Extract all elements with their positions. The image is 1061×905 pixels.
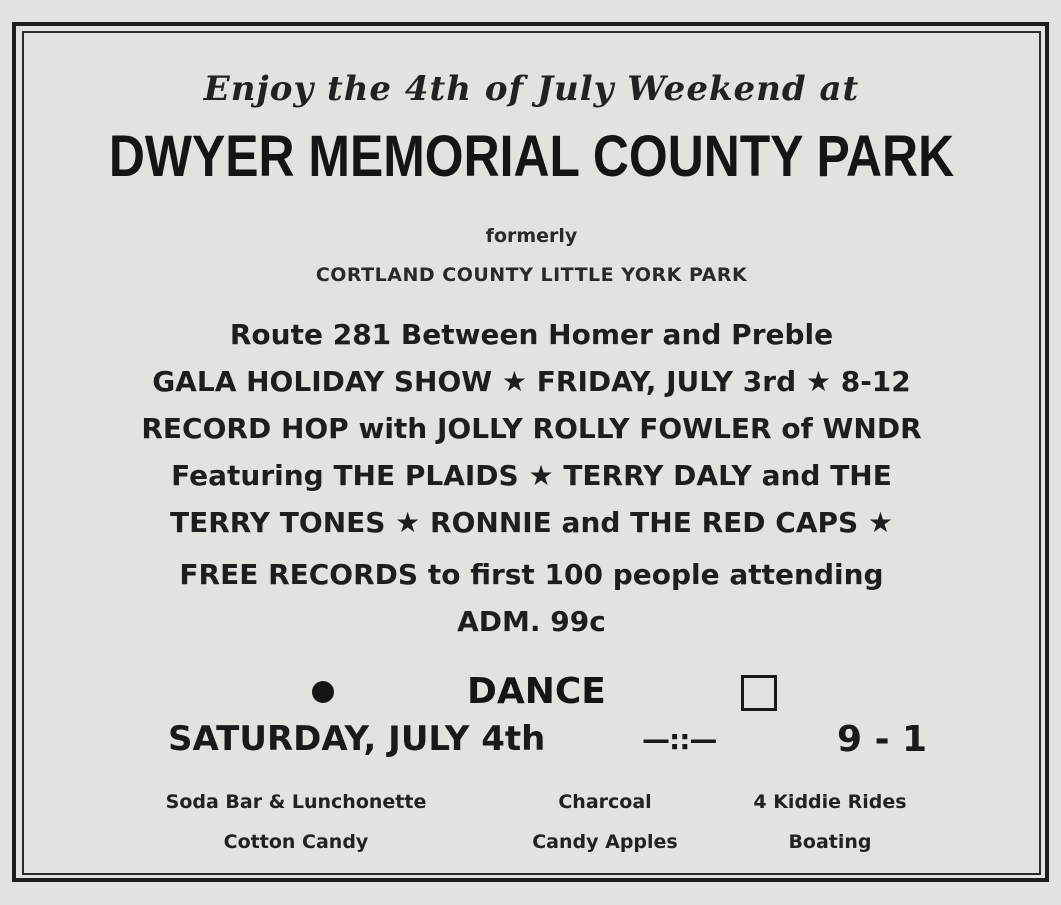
gala-show-text: GALA HOLIDAY SHOW ★ FRIDAY, JULY 3rd ★ 8-12: [152, 365, 911, 398]
route-text: Route 281 Between Homer and Preble: [229, 318, 834, 351]
featuring-line-1: Featuring THE PLAIDS ★ TERRY DALY and THE: [171, 459, 892, 492]
filled-circle-icon: [312, 681, 334, 703]
amenity-cotton-candy: Cotton Candy: [223, 831, 369, 853]
amenity-charcoal: Charcoal: [558, 791, 652, 813]
advertisement: [22, 31, 1041, 875]
amenity-candy-apples: Candy Apples: [532, 831, 678, 853]
formerly-label: formerly: [485, 225, 578, 247]
dance-time: 9 - 1: [837, 719, 928, 760]
park-name-heading: DWYER MEMORIAL COUNTY PARK: [108, 124, 955, 189]
dance-row: [22, 671, 1041, 715]
free-records-text: FREE RECORDS to first 100 people attending: [179, 558, 884, 591]
intro-text: Enjoy the 4th of July Weekend at: [203, 69, 860, 109]
former-park-name: CORTLAND COUNTY LITTLE YORK PARK: [315, 264, 748, 286]
featuring-line-2: TERRY TONES ★ RONNIE and THE RED CAPS ★: [169, 506, 894, 539]
saturday-date: SATURDAY, JULY 4th: [168, 719, 546, 759]
divider-mark: —::—: [642, 723, 717, 756]
amenity-boating: Boating: [788, 831, 872, 853]
admission-text: ADM. 99c: [457, 605, 606, 638]
empty-square-icon: [741, 675, 777, 711]
dance-label: DANCE: [467, 671, 606, 712]
amenity-soda-bar: Soda Bar & Lunchonette: [165, 791, 427, 813]
amenity-kiddie-rides: 4 Kiddie Rides: [753, 791, 907, 813]
saturday-row: [22, 719, 1041, 763]
record-hop-text: RECORD HOP with JOLLY ROLLY FOWLER of WNDR: [141, 412, 922, 445]
